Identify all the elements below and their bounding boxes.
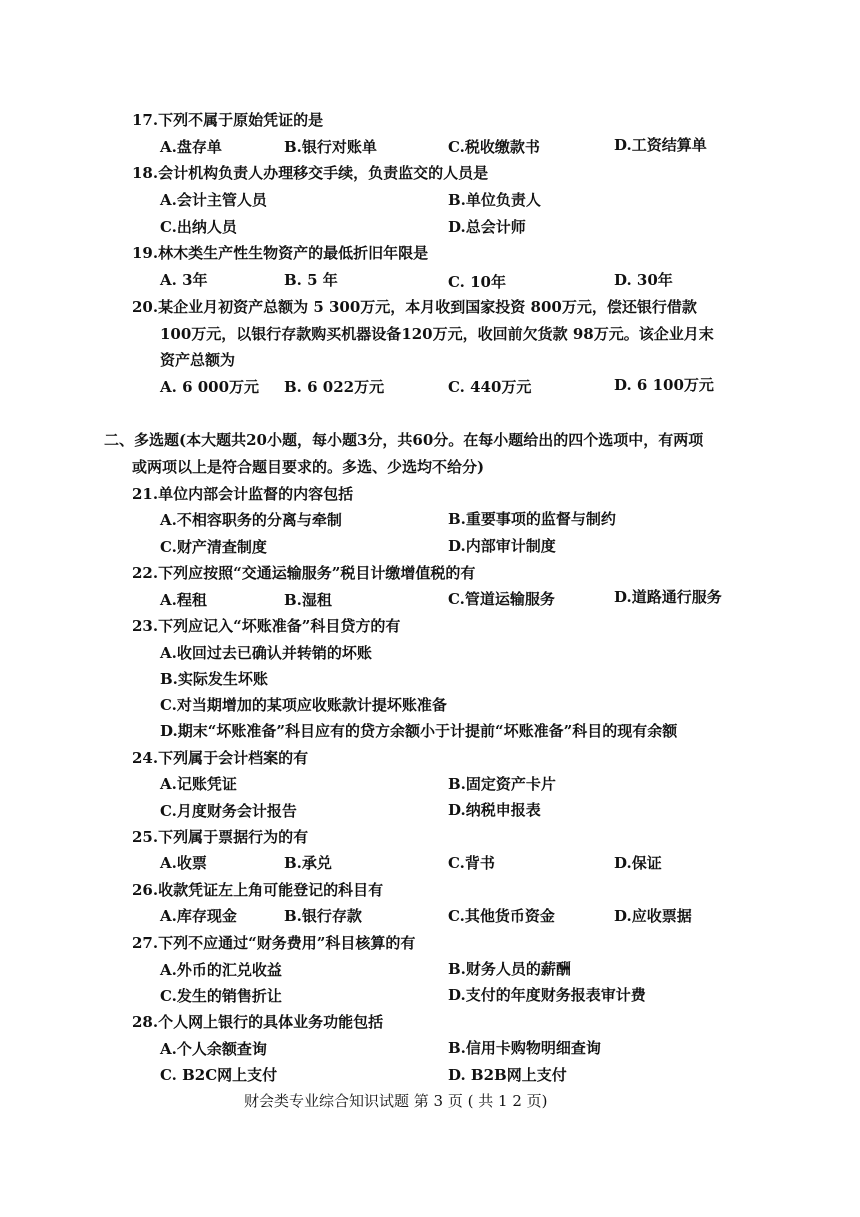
question-18-option-a: A.会计主管人员 [160, 191, 267, 209]
question-23-stem: 23.下列应记入“坏账准备”科目贷方的有 [132, 617, 401, 635]
question-21-option-a: A.不相容职务的分离与牵制 [160, 511, 342, 529]
question-23-option-d: D.期末“坏账准备”科目应有的贷方余额小于计提前“坏账准备”科目的现有余额 [160, 722, 678, 740]
question-28-option-d: D. B2B网上支付 [448, 1066, 567, 1084]
question-19-option-c: C. 10年 [448, 273, 506, 291]
question-26-option-c: C.其他货币资金 [448, 907, 555, 925]
question-24-option-b: B.固定资产卡片 [448, 775, 556, 793]
question-22-option-b: B.湿租 [284, 591, 332, 609]
question-27-option-d: D.支付的年度财务报表审计费 [448, 986, 646, 1004]
question-21-stem: 21.单位内部会计监督的内容包括 [132, 485, 354, 503]
question-20-stem-line-1: 20.某企业月初资产总额为 5 300万元，本月收到国家投资 800万元，偿还银行借款 [132, 298, 697, 316]
question-17-option-b: B.银行对账单 [284, 138, 377, 156]
question-25-option-d: D.保证 [614, 854, 662, 872]
section-2-heading-line-1: 二、多选题(本大题共20小题，每小题3分，共60分。在每小题给出的四个选项中，有两项 [104, 431, 704, 449]
question-28-stem: 28.个人网上银行的具体业务功能包括 [132, 1013, 384, 1031]
question-18-option-d: D.总会计师 [448, 218, 526, 236]
question-26-option-b: B.银行存款 [284, 907, 362, 925]
question-20-option-c: C. 440万元 [448, 378, 532, 396]
question-17-option-a: A.盘存单 [160, 138, 222, 156]
question-18-option-c: C.出纳人员 [160, 218, 237, 236]
question-22-option-a: A.程租 [160, 591, 207, 609]
question-26-option-d: D.应收票据 [614, 907, 692, 925]
question-25-stem: 25.下列属于票据行为的有 [132, 828, 309, 846]
question-26-option-a: A.库存现金 [160, 907, 237, 925]
question-23-option-a: A.收回过去已确认并转销的坏账 [160, 644, 372, 662]
page-footer: 财会类专业综合知识试题 第 3 页 ( 共 1 2 页) [244, 1092, 548, 1110]
question-24-option-d: D.纳税申报表 [448, 801, 541, 819]
question-20-option-b: B. 6 022万元 [284, 378, 385, 396]
question-17-option-c: C.税收缴款书 [448, 138, 540, 156]
question-28-option-b: B.信用卡购物明细查询 [448, 1039, 601, 1057]
question-17-option-d: D.工资结算单 [614, 136, 707, 154]
question-17-stem: 17.下列不属于原始凭证的是 [132, 111, 324, 129]
question-23-option-c: C.对当期增加的某项应收账款计提坏账准备 [160, 696, 447, 714]
question-20-option-a: A. 6 000万元 [160, 378, 260, 396]
question-25-option-c: C.背书 [448, 854, 495, 872]
question-27-option-a: A.外币的汇兑收益 [160, 961, 282, 979]
question-19-option-d: D. 30年 [614, 271, 673, 289]
question-24-stem: 24.下列属于会计档案的有 [132, 749, 309, 767]
question-21-option-b: B.重要事项的监督与制约 [448, 510, 616, 528]
section-2-heading-line-2: 或两项以上是符合题目要求的。多选、少选均不给分) [132, 458, 485, 476]
question-25-option-a: A.收票 [160, 854, 207, 872]
question-21-option-c: C.财产清查制度 [160, 538, 267, 556]
question-27-option-b: B.财务人员的薪酬 [448, 960, 571, 978]
question-20-stem-line-2: 100万元，以银行存款购买机器设备120万元，收回前欠货款 98万元。该企业月末 [160, 325, 714, 343]
question-19-option-a: A. 3年 [160, 271, 208, 289]
question-23-option-b: B.实际发生坏账 [160, 670, 268, 688]
question-24-option-c: C.月度财务会计报告 [160, 802, 297, 820]
question-21-option-d: D.内部审计制度 [448, 537, 556, 555]
question-22-option-c: C.管道运输服务 [448, 590, 555, 608]
question-20-stem-line-3: 资产总额为 [160, 351, 236, 369]
question-19-stem: 19.林木类生产性生物资产的最低折旧年限是 [132, 244, 429, 262]
question-22-stem: 22.下列应按照“交通运输服务”税目计缴增值税的有 [132, 564, 476, 582]
question-20-option-d: D. 6 100万元 [614, 376, 714, 394]
question-19-option-b: B. 5 年 [284, 271, 338, 289]
question-25-option-b: B.承兑 [284, 854, 332, 872]
question-28-option-c: C. B2C网上支付 [160, 1066, 278, 1084]
question-24-option-a: A.记账凭证 [160, 775, 237, 793]
question-18-stem: 18.会计机构负责人办理移交手续，负责监交的人员是 [132, 164, 489, 182]
question-22-option-d: D.道路通行服务 [614, 588, 722, 606]
question-26-stem: 26.收款凭证左上角可能登记的科目有 [132, 881, 384, 899]
question-27-stem: 27.下列不应通过“财务费用”科目核算的有 [132, 934, 416, 952]
question-28-option-a: A.个人余额查询 [160, 1040, 267, 1058]
question-27-option-c: C.发生的销售折让 [160, 987, 282, 1005]
question-18-option-b: B.单位负责人 [448, 191, 541, 209]
